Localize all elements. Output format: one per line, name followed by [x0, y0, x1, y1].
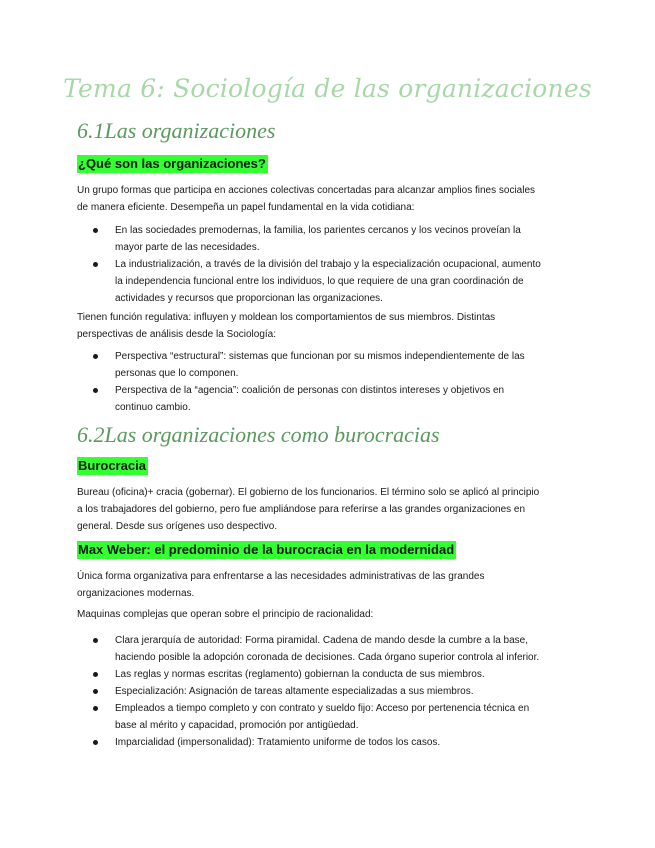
- text-line: Perspectiva “estructural”: sistemas que funcionan por su mismos independientemente de las: [115, 351, 525, 362]
- text-line: Perspectiva de la “agencia”: coalición de personas con distintos intereses y objetivos en: [115, 385, 505, 396]
- list-item: [77, 222, 577, 256]
- text-line: mayor parte de las necesidades.: [115, 242, 260, 253]
- text-line: continuo cambio.: [115, 402, 191, 413]
- text-line: Tienen función regulativa: influyen y moldean los comportamientos de sus miembros. Distintas: [77, 312, 496, 323]
- text-line: Empleados a tiempo completo y con contrato y sueldo fijo: Acceso por pertenencia técnica en: [115, 703, 530, 714]
- bullet-icon: [93, 228, 98, 233]
- bullet-icon: [93, 388, 98, 393]
- list-item: [77, 734, 577, 751]
- list-item: [77, 256, 577, 307]
- text-line: Clara jerarquía de autoridad: Forma piramidal. Cadena de mando desde la cumbre a la base,: [115, 635, 529, 646]
- bullet-list-societies: [77, 222, 577, 307]
- text-line: haciendo posible la adopción coronada de decisiones. Cada órgano superior controla al inferior.: [115, 652, 540, 663]
- bureau-paragraph: [77, 484, 577, 535]
- text-line: a los trabajadores del gobierno, pero fue ampliándose para referirse a las grandes organizaciones en: [77, 504, 526, 515]
- text-line: base al mérito y capacidad, promoción por antigüedad.: [115, 720, 359, 731]
- machines-paragraph: [77, 606, 577, 623]
- text-line: organizaciones modernas.: [77, 588, 195, 599]
- text-line: Bureau (oficina)+ cracia (gobernar). El gobierno de los funcionarios. El término solo se aplicó al principio: [77, 487, 540, 498]
- text-line: de manera eficiente. Desempeña un papel fundamental en la vida cotidiana:: [77, 202, 415, 213]
- list-item: [77, 700, 577, 734]
- regulative-paragraph: [77, 309, 577, 343]
- bullet-icon: [93, 672, 98, 677]
- text-line: Maquinas complejas que operan sobre el principio de racionalidad:: [77, 609, 374, 620]
- text-line: personas que lo componen.: [115, 368, 239, 379]
- bullet-icon: [93, 706, 98, 711]
- text-line: Imparcialidad (impersonalidad): Tratamiento uniforme de todos los casos.: [115, 737, 441, 748]
- bullet-icon: [93, 689, 98, 694]
- section-heading-6-1: 6.1Las organizaciones: [77, 118, 276, 143]
- list-item: [77, 632, 577, 666]
- document-title: Tema 6: Sociología de las organizaciones: [63, 74, 592, 103]
- text-line: general. Desde sus orígenes uso despectivo.: [77, 521, 278, 532]
- list-item: [77, 683, 577, 700]
- list-item: [77, 666, 577, 683]
- text-line: perspectivas de análisis desde la Sociología:: [77, 329, 277, 340]
- bullet-list-perspectives: [77, 348, 577, 416]
- text-line: Única forma organizativa para enfrentarse a las necesidades administrativas de las grandes: [77, 571, 485, 582]
- text-line: La industrialización, a través de la división del trabajo y la especialización ocupacional, aumento: [115, 259, 541, 270]
- text-line: actividades y recursos que proporcionan las organizaciones.: [115, 293, 383, 304]
- bullet-list-bureaucracy-traits: [77, 632, 577, 751]
- bullet-icon: [93, 638, 98, 643]
- section-heading-6-2: 6.2Las organizaciones como burocracias: [77, 422, 440, 447]
- bullet-icon: [93, 740, 98, 745]
- list-item: [77, 348, 577, 382]
- weber-paragraph: [77, 568, 577, 602]
- bullet-icon: [93, 354, 98, 359]
- text-line: la independencia funcional entre los individuos, lo que requiere de una gran coordinación de: [115, 276, 524, 287]
- subheading-que-son: ¿Qué son las organizaciones?: [78, 156, 266, 171]
- text-line: Un grupo formas que participa en acciones colectivas concertadas para alcanzar amplios fines sociales: [77, 185, 536, 196]
- text-line: En las sociedades premodernas, la familia, los parientes cercanos y los vecinos proveían la: [115, 225, 521, 236]
- bullet-icon: [93, 262, 98, 267]
- text-line: Las reglas y normas escritas (reglamento) gobiernan la conducta de sus miembros.: [115, 669, 485, 680]
- intro-paragraph: [77, 182, 577, 216]
- text-line: Especialización: Asignación de tareas altamente especializadas a sus miembros.: [115, 686, 474, 697]
- subheading-burocracia: Burocracia: [78, 458, 146, 473]
- subheading-max-weber: Max Weber: el predominio de la burocracia en la modernidad: [78, 542, 455, 557]
- list-item: [77, 382, 577, 416]
